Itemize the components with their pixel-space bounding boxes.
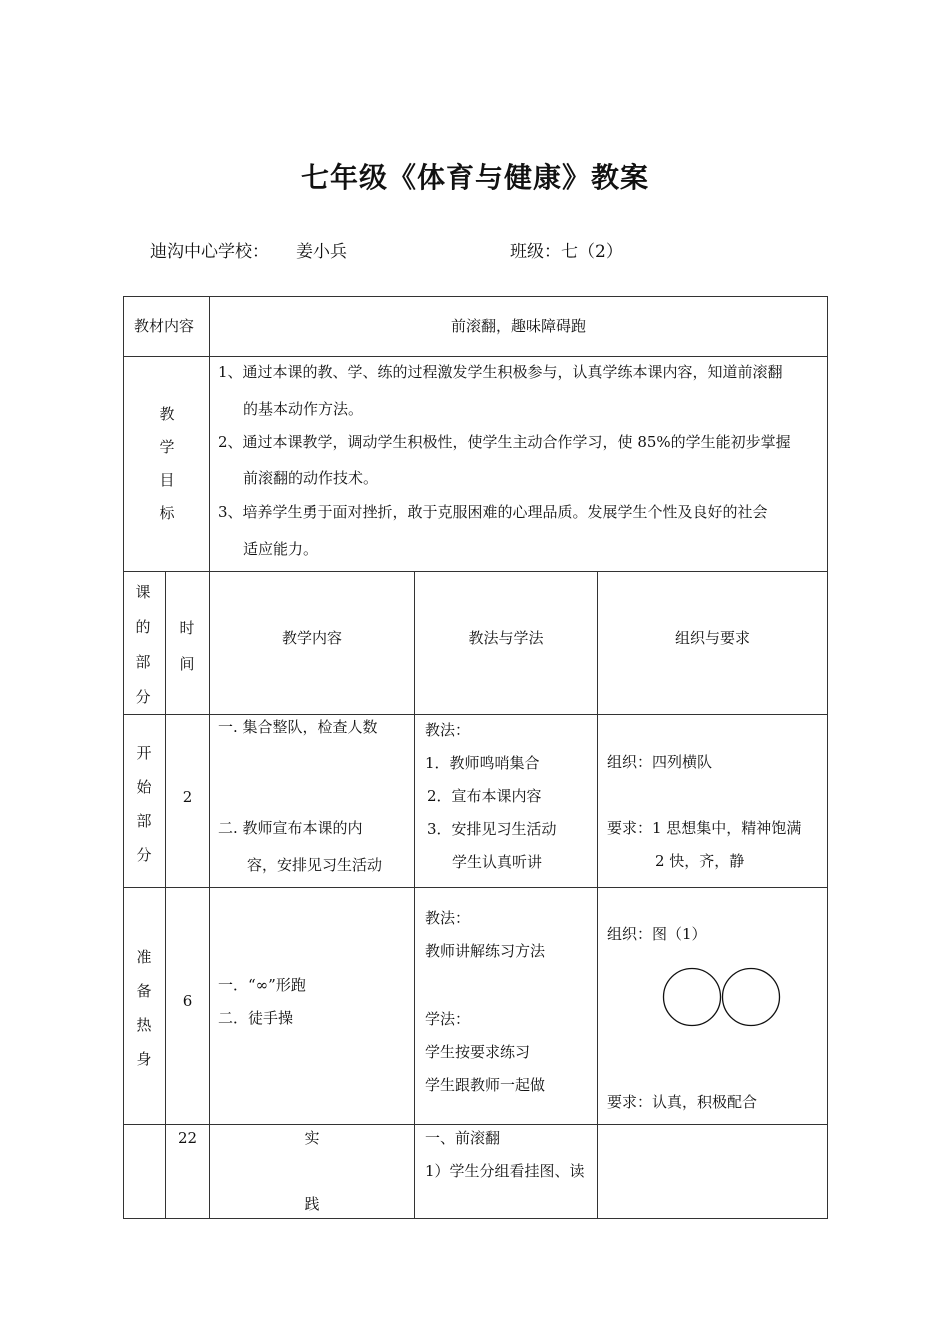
figure-eight-diagram [660,964,784,1030]
start-method-item: 1．教师鸣哨集合 [425,754,540,772]
practice-content-item: 践 [304,1195,320,1213]
objective-item: 2、通过本课教学，调动学生积极性，使学生主动合作学习，使 85%的学生能初步掌握 [218,433,791,451]
practice-content-item: 实 [304,1129,320,1147]
material-label: 教材内容 [134,317,195,335]
teacher-name: 姜小兵 [296,242,347,262]
warmup-org-item: 要求：认真，积极配合 [607,1093,758,1111]
class-label: 班级：七（2） [510,242,623,262]
page-title: 七年级《体育与健康》教案 [300,161,649,194]
warmup-method-item: 教法： [425,909,471,927]
warmup-method-item: 学生按要求练习 [425,1043,531,1061]
start-org-item: 要求：1 思想集中，精神饱满 [607,819,802,837]
school-label: 迪沟中心学校： [150,242,269,262]
warmup-method-item: 学法： [425,1010,471,1028]
start-method-item: 教法： [425,721,471,739]
warmup-method-item: 学生跟教师一起做 [425,1076,546,1094]
col-header-section: 课 的 部 分 [135,583,151,706]
col-header-content: 教学内容 [281,629,342,647]
start-method-item: 2．宣布本课内容 [427,787,542,805]
warmup-org-item: 组织：图（1） [607,925,707,943]
col-header-method: 教法与学法 [468,629,544,647]
practice-time: 22 [177,1129,198,1147]
objectives-label: 教 学 目 标 [159,405,175,522]
objective-item: 1、通过本课的教、学、练的过程激发学生积极参与，认真学练本课内容，知道前滚翻 [218,363,783,381]
material-value: 前滚翻，趣味障碍跑 [450,317,586,335]
start-org-item: 组织：四列横队 [607,753,713,771]
col-header-organization: 组织与要求 [674,629,750,647]
start-section-label: 开 始 部 分 [136,744,152,864]
objective-item: 3、培养学生勇于面对挫折，敢于克服困难的心理品质。发展学生个性及良好的社会 [218,503,768,521]
start-method-item: 学生认真听讲 [452,853,543,871]
start-method-item: 3．安排见习生活动 [427,820,557,838]
right-circle [723,969,780,1026]
left-circle [664,969,721,1026]
objective-item-cont: 适应能力。 [243,540,319,558]
start-org-item: 2 快，齐，静 [655,852,745,870]
objective-item-cont: 前滚翻的动作技术。 [243,469,379,487]
start-content-item: 容，安排见习生活动 [247,856,383,874]
warmup-method-item: 教师讲解练习方法 [425,942,546,960]
warmup-content-item: 二．徒手操 [218,1009,294,1027]
warmup-time: 6 [182,992,193,1010]
start-content-item: 一. 集合整队，检查人数 [218,718,378,736]
practice-method-item: 一、前滚翻 [425,1129,501,1147]
practice-method-item: 1）学生分组看挂图、读 [425,1162,585,1180]
objective-item-cont: 的基本动作方法。 [243,400,364,418]
start-time: 2 [182,788,193,806]
warmup-section-label: 准 备 热 身 [136,948,152,1068]
start-content-item: 二. 教师宣布本课的内 [218,819,363,837]
warmup-content-item: 一．“∞”形跑 [218,976,306,994]
col-header-time: 时 间 [179,619,195,673]
